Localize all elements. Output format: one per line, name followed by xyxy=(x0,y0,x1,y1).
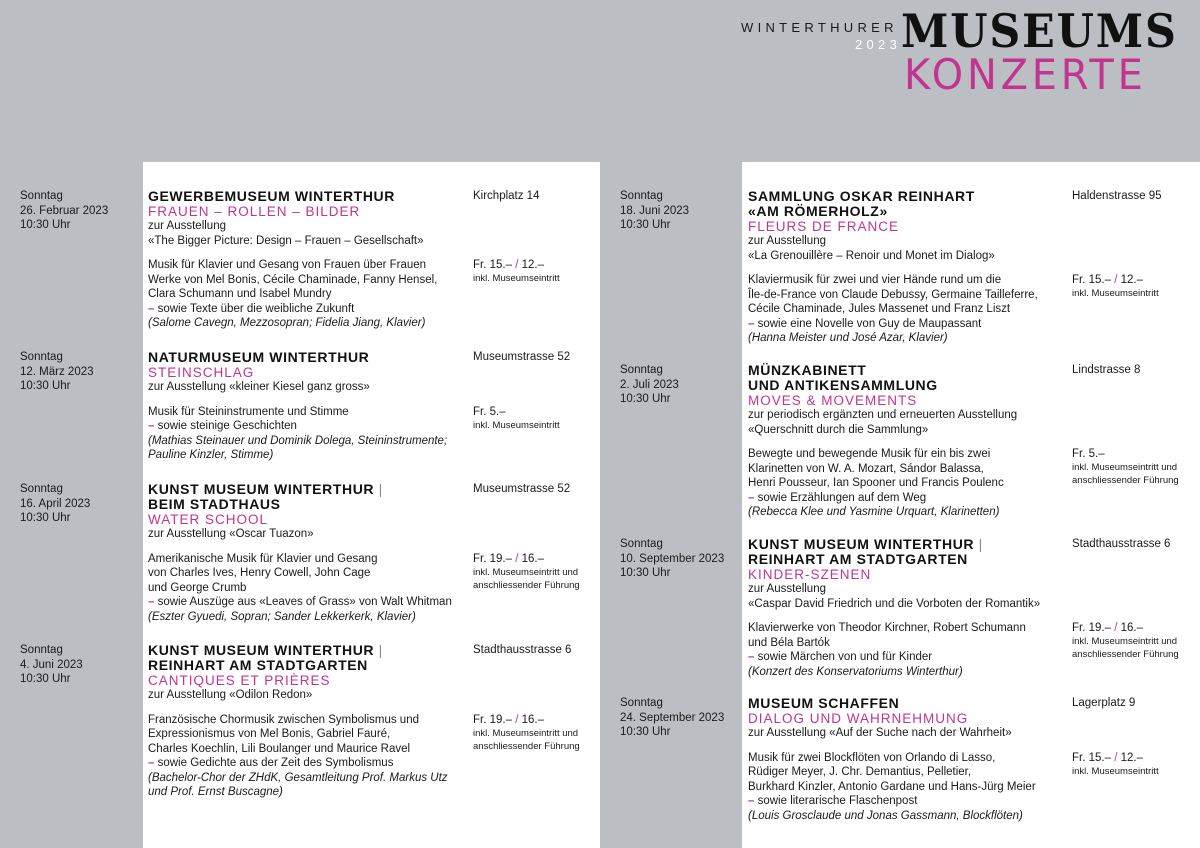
price xyxy=(473,713,608,728)
price-note-line: anschliessender Führung xyxy=(473,741,580,752)
exhibition-line: «The Bigger Picture: Design – Frauen – Gesellschaft» xyxy=(148,234,424,247)
venue-address: Haldenstrasse 95 xyxy=(1072,190,1162,202)
event-date-line: 10:30 Uhr xyxy=(20,380,71,392)
venue-name xyxy=(148,643,466,673)
masthead xyxy=(0,0,1200,160)
event-date-line: Sonntag xyxy=(620,190,663,202)
program-line: und Béla Bartók xyxy=(748,636,830,649)
price-full: Fr. 5.– xyxy=(1072,447,1105,460)
event-date-line: 10:30 Uhr xyxy=(620,393,671,405)
program-extra: – sowie Auszüge aus «Leaves of Grass» von Walt Whitman xyxy=(148,595,466,610)
price-note-line: inkl. Museumseintritt und xyxy=(473,728,579,739)
venue-line: MUSEUM SCHAFFEN xyxy=(748,695,900,711)
event-date-line: Sonntag xyxy=(20,190,63,202)
event-date xyxy=(20,350,94,394)
program-line: Rüdiger Meyer, J. Chr. Demantius, Pelletier, xyxy=(748,766,972,778)
performers-line: (Hanna Meister und José Azar, Klavier) xyxy=(748,332,948,344)
performers-line: (Konzert des Konservatoriums Winterthur) xyxy=(748,665,963,678)
price-note-line: anschliessender Führung xyxy=(1072,475,1179,486)
event-side xyxy=(473,643,608,753)
concert-title: FLEURS DE FRANCE xyxy=(748,219,900,234)
venue-line: BEIM STADTHAUS xyxy=(148,496,281,512)
program-line: Clara Schumann und Isabel Mundry xyxy=(148,288,332,300)
event-block xyxy=(748,363,1066,520)
program-extra: – sowie Erzählungen auf dem Weg xyxy=(748,491,1066,506)
event-side xyxy=(473,189,608,285)
exhibition-line: zur Ausstellung «kleiner Kiesel ganz gross» xyxy=(148,381,370,393)
event-date-line: 10:30 Uhr xyxy=(20,219,71,231)
concert-title: DIALOG UND WAHRNEHMUNG xyxy=(748,711,969,726)
event-date-line: Sonntag xyxy=(20,351,63,363)
price-full: Fr. 5.– xyxy=(473,405,506,418)
price-spacer xyxy=(1072,552,1200,621)
price-spacer xyxy=(1072,378,1200,447)
venue-name xyxy=(148,350,466,365)
price-full: Fr. 15.– xyxy=(1072,273,1111,286)
exhibition-line: zur Ausstellung «Odilon Redon» xyxy=(148,689,313,701)
venue-line: KUNST MUSEUM WINTERTHUR | xyxy=(148,481,383,497)
exhibition-line: zur Ausstellung xyxy=(748,583,826,595)
price-note-line: inkl. Museumseintritt und xyxy=(473,567,579,578)
event-date xyxy=(20,643,83,687)
performers-line: (Eszter Gyuedi, Sopran; Sander Lekkerkerk, Klavier) xyxy=(148,610,416,623)
exhibition-text xyxy=(148,219,466,248)
venue-line: MÜNZKABINETT xyxy=(748,362,867,378)
venue-line: UND ANTIKENSAMMLUNG xyxy=(748,377,938,393)
price xyxy=(473,552,608,567)
event-date xyxy=(620,537,724,581)
program-line: Klaviermusik für zwei und vier Hände rund um die xyxy=(748,274,1002,286)
performers-line: (Mathias Steinauer und Dominik Dolega, Steininstrumente; xyxy=(148,434,448,447)
program-line: Bewegte und bewegende Musik für ein bis zwei xyxy=(748,448,991,460)
price-spacer xyxy=(473,497,608,552)
price xyxy=(1072,273,1200,288)
price-note xyxy=(473,272,608,285)
program-line: Cécile Chaminade, Jules Massenet und Franz Liszt xyxy=(748,303,1011,315)
program-extra: – sowie literarische Flaschenpost xyxy=(748,794,1066,809)
price-separator: / xyxy=(512,552,522,565)
exhibition-text xyxy=(748,408,1066,437)
concert-title: MOVES & MOVEMENTS xyxy=(748,393,918,408)
program-line: Musik für Klavier und Gesang von Frauen über Frauen xyxy=(148,259,427,271)
price-full: Fr. 15.– xyxy=(473,258,512,271)
price-note xyxy=(473,419,608,432)
event-date-line: 10. September 2023 xyxy=(620,552,725,565)
price-separator: / xyxy=(1111,273,1121,286)
exhibition-line: zur Ausstellung xyxy=(748,235,826,247)
program-line: Expressionismus von Mel Bonis, Gabriel Fauré, xyxy=(148,728,391,740)
venue-separator: | xyxy=(378,642,383,658)
price-note-line: inkl. Museumseintritt xyxy=(1072,288,1159,299)
program-line: Musik für Steininstrumente und Stimme xyxy=(148,405,349,418)
event-side xyxy=(1072,537,1200,661)
performers-line: und Prof. Ernst Buscagne) xyxy=(148,786,283,798)
price-note-line: inkl. Museumseintritt und xyxy=(1072,462,1178,473)
program-text xyxy=(748,751,1066,824)
price-reduced: 16.– xyxy=(521,713,544,726)
price-full: Fr. 19.– xyxy=(473,552,512,565)
concert-title: FRAUEN – ROLLEN – BILDER xyxy=(148,204,361,219)
event-block xyxy=(748,537,1066,679)
exhibition-text xyxy=(148,380,466,395)
event-date-line: Sonntag xyxy=(20,644,63,656)
program-line: Charles Koechlin, Lili Boulanger und Maurice Ravel xyxy=(148,742,411,755)
price-reduced: 12.– xyxy=(1120,273,1143,286)
venue-line: NATURMUSEUM WINTERTHUR xyxy=(148,349,370,365)
program-text xyxy=(748,621,1066,679)
program-line: Klarinetten von W. A. Mozart, Sándor Balassa, xyxy=(748,462,984,475)
price-spacer xyxy=(1072,204,1200,273)
program-text xyxy=(148,713,466,800)
event-side xyxy=(1072,189,1200,300)
event-date-line: 12. März 2023 xyxy=(20,365,94,378)
event-date-line: 10:30 Uhr xyxy=(20,512,71,524)
program-text xyxy=(148,258,466,331)
price xyxy=(1072,447,1200,462)
event-block xyxy=(748,189,1066,346)
exhibition-line: zur Ausstellung «Oscar Tuazon» xyxy=(148,528,314,540)
concert-title: CANTIQUES ET PRIÈRES xyxy=(148,673,331,688)
venue-name xyxy=(148,482,466,512)
price-note xyxy=(473,566,608,592)
venue-line: SAMMLUNG OSKAR REINHART xyxy=(748,188,975,204)
concert-title: WATER SCHOOL xyxy=(148,512,269,527)
masthead-konzerte: KONZERTE xyxy=(904,50,1147,99)
exhibition-line: «La Grenouillère – Renoir und Monet im Dialog» xyxy=(748,249,995,262)
event-date-line: 2. Juli 2023 xyxy=(620,378,679,391)
event-date-line: 24. September 2023 xyxy=(620,711,725,724)
price-reduced: 12.– xyxy=(521,258,544,271)
exhibition-text xyxy=(748,582,1066,611)
event-date-line: Sonntag xyxy=(620,538,663,550)
price xyxy=(1072,751,1200,766)
program-extra: – sowie Märchen von und für Kinder xyxy=(748,650,1066,665)
price-separator: / xyxy=(1111,751,1121,764)
program-line: Musik für zwei Blockflöten von Orlando di Lasso, xyxy=(748,751,996,764)
price-note-line: inkl. Museumseintritt xyxy=(473,273,560,284)
event-block xyxy=(148,482,466,624)
event-date-line: 18. Juni 2023 xyxy=(620,204,690,217)
event-date-line: Sonntag xyxy=(620,697,663,709)
masthead-city: WINTERTHURER xyxy=(741,20,898,35)
price-note-line: anschliessender Führung xyxy=(1072,649,1179,660)
price-note-line: inkl. Museumseintritt xyxy=(1072,766,1159,777)
price-separator: / xyxy=(512,258,522,271)
venue-address: Stadthausstrasse 6 xyxy=(1072,538,1171,550)
price-reduced: 12.– xyxy=(1120,751,1143,764)
event-date-line: Sonntag xyxy=(620,364,663,376)
exhibition-text xyxy=(748,234,1066,263)
event-date-line: 10:30 Uhr xyxy=(620,726,671,738)
price-reduced: 16.– xyxy=(1120,621,1143,634)
performers-line: Pauline Kinzler, Stimme) xyxy=(148,449,274,461)
event-date xyxy=(20,482,90,526)
price-note-line: inkl. Museumseintritt xyxy=(473,420,560,431)
program-extra: – sowie Gedichte aus der Zeit des Symbolismus xyxy=(148,756,466,771)
venue-name xyxy=(748,363,1066,393)
price xyxy=(473,258,608,273)
price-note xyxy=(1072,461,1200,487)
price-spacer xyxy=(473,658,608,713)
exhibition-line: zur periodisch ergänzten und erneuerten Ausstellung xyxy=(748,409,1018,421)
venue-separator: | xyxy=(978,536,983,552)
venue-line: KUNST MUSEUM WINTERTHUR | xyxy=(748,536,983,552)
venue-name xyxy=(148,189,466,204)
program-line: Französische Chormusik zwischen Symbolismus und xyxy=(148,713,419,726)
event-date xyxy=(620,363,679,407)
venue-name xyxy=(748,696,1066,711)
price-spacer xyxy=(473,365,608,405)
performers-line: (Salome Cavegn, Mezzosopran; Fidelia Jiang, Klavier) xyxy=(148,317,426,329)
event-date-line: Sonntag xyxy=(20,483,63,495)
concert-title: KINDER-SZENEN xyxy=(748,567,872,582)
price-full: Fr. 19.– xyxy=(473,713,512,726)
program-extra: – sowie Texte über die weibliche Zukunft xyxy=(148,302,466,317)
price-note xyxy=(1072,765,1200,778)
event-date xyxy=(620,189,689,233)
exhibition-line: «Querschnitt durch die Sammlung» xyxy=(748,423,929,436)
program-line: Burkhard Kinzler, Antonio Gardane und Hans-Jürg Meier xyxy=(748,780,1036,793)
program-line: von Charles Ives, Henry Cowell, John Cage xyxy=(148,567,371,579)
event-side xyxy=(473,482,608,592)
program-text xyxy=(148,552,466,625)
price-full: Fr. 19.– xyxy=(1072,621,1111,634)
event-side xyxy=(1072,363,1200,487)
event-block xyxy=(148,189,466,331)
program-text xyxy=(148,405,466,463)
exhibition-line: zur Ausstellung «Auf der Suche nach der Wahrheit» xyxy=(748,727,1012,739)
venue-address: Museumstrasse 52 xyxy=(473,351,571,363)
venue-line: KUNST MUSEUM WINTERTHUR | xyxy=(148,642,383,658)
exhibition-line: «Caspar David Friedrich und die Vorboten der Romantik» xyxy=(748,597,1041,610)
event-block xyxy=(148,643,466,800)
event-date-line: 26. Februar 2023 xyxy=(20,204,109,217)
venue-name xyxy=(748,537,1066,567)
price-full: Fr. 15.– xyxy=(1072,751,1111,764)
event-date-line: 10:30 Uhr xyxy=(620,219,671,231)
price-reduced: 16.– xyxy=(521,552,544,565)
program-extra: – sowie steinige Geschichten xyxy=(148,419,466,434)
program-line: Werke von Mel Bonis, Cécile Chaminade, Fanny Hensel, xyxy=(148,273,438,286)
venue-line: REINHART AM STADTGARTEN xyxy=(748,551,968,567)
exhibition-text xyxy=(148,527,466,542)
price-spacer xyxy=(1072,711,1200,751)
program-line: Île-de-France von Claude Debussy, Germaine Tailleferre, xyxy=(748,288,1038,301)
price-note xyxy=(473,727,608,753)
venue-line: GEWERBEMUSEUM WINTERTHUR xyxy=(148,188,395,204)
price-note xyxy=(1072,635,1200,661)
program-line: Henri Pousseur, Ian Spooner und Francis Poulenc xyxy=(748,477,1004,489)
event-block xyxy=(748,696,1066,823)
event-block xyxy=(148,350,466,463)
program-line: Amerikanische Musik für Klavier und Gesang xyxy=(148,552,378,565)
price-separator: / xyxy=(1111,621,1121,634)
venue-address: Lagerplatz 9 xyxy=(1072,697,1136,709)
event-side xyxy=(1072,696,1200,778)
event-date-line: 10:30 Uhr xyxy=(20,673,71,685)
program-extra: – sowie eine Novelle von Guy de Maupassant xyxy=(748,317,1066,332)
program-line: und George Crumb xyxy=(148,581,247,594)
program-text xyxy=(748,447,1066,520)
event-date xyxy=(20,189,108,233)
price-note xyxy=(1072,287,1200,300)
performers-line: (Rebecca Klee und Yasmine Urquart, Klarinetten) xyxy=(748,506,1000,518)
performers-line: (Bachelor-Chor der ZHdK, Gesamtleitung Prof. Markus Utz xyxy=(148,771,448,784)
masthead-year: 2023 xyxy=(855,37,902,52)
venue-address: Stadthausstrasse 6 xyxy=(473,644,572,656)
exhibition-text xyxy=(748,726,1066,741)
price-spacer xyxy=(473,204,608,258)
program-line: Klavierwerke von Theodor Kirchner, Robert Schumann xyxy=(748,622,1026,634)
concert-title: STEINSCHLAG xyxy=(148,365,255,380)
event-date xyxy=(620,696,724,740)
price-separator: / xyxy=(512,713,522,726)
event-date-line: 4. Juni 2023 xyxy=(20,658,83,671)
price-note-line: anschliessender Führung xyxy=(473,580,580,591)
venue-address: Kirchplatz 14 xyxy=(473,190,540,202)
program-text xyxy=(748,273,1066,346)
exhibition-text xyxy=(148,688,466,703)
venue-address: Museumstrasse 52 xyxy=(473,483,571,495)
price xyxy=(473,405,608,420)
price-note-line: inkl. Museumseintritt und xyxy=(1072,636,1178,647)
event-side xyxy=(473,350,608,432)
event-date-line: 16. April 2023 xyxy=(20,497,91,510)
event-date-line: 10:30 Uhr xyxy=(620,567,671,579)
venue-line: REINHART AM STADTGARTEN xyxy=(148,657,368,673)
masthead-museums: MUSEUMS xyxy=(901,4,1178,58)
exhibition-line: zur Ausstellung xyxy=(148,220,226,232)
venue-line: «AM RÖMERHOLZ» xyxy=(748,203,888,219)
performers-line: (Louis Grosclaude und Jonas Gassmann, Blockflöten) xyxy=(748,809,1023,822)
venue-name xyxy=(748,189,1066,219)
venue-address: Lindstrasse 8 xyxy=(1072,364,1141,376)
venue-separator: | xyxy=(378,481,383,497)
price xyxy=(1072,621,1200,636)
